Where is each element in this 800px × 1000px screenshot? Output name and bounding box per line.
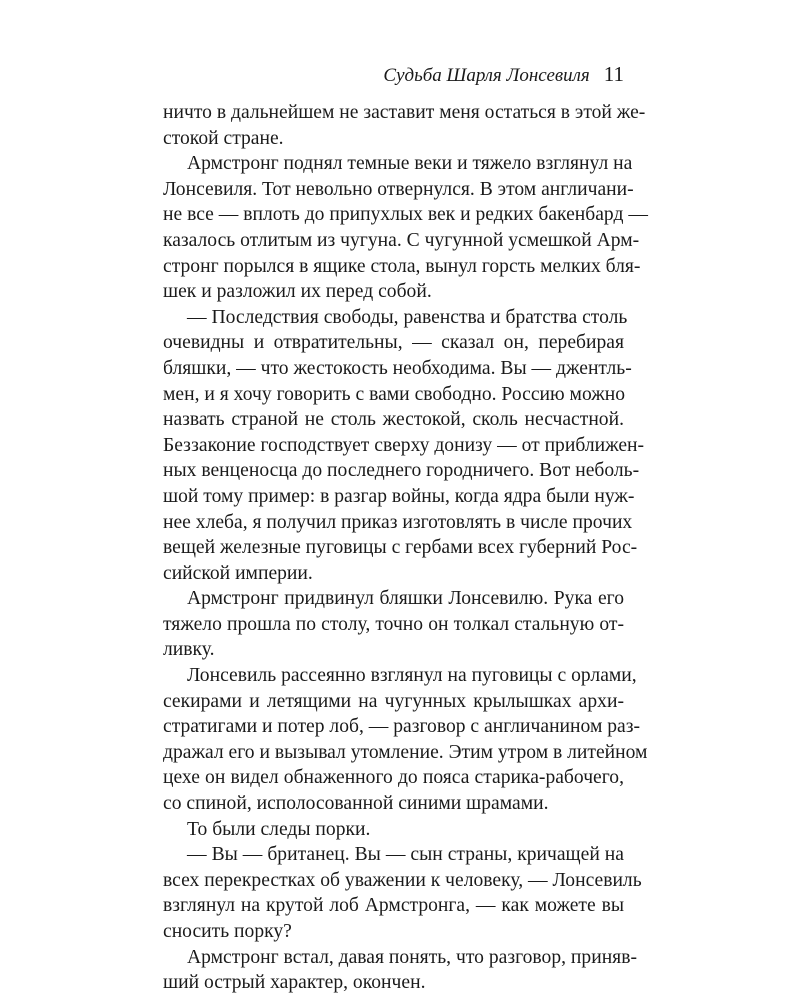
text-line: шой тому пример: в разгар войны, когда ядра были нуж- [163, 485, 635, 507]
text-line: — Вы — британец. Вы — сын страны, кричащей на [187, 844, 624, 866]
text-line: Армстронг придвинул бляшки Лонсевилю. Рука его [187, 588, 624, 610]
text-line: мен, и я хочу говорить с вами свободно. Россию можно [163, 383, 626, 405]
running-header [163, 62, 624, 88]
text-line: назвать страной не столь жестокой, сколь несчастной. [163, 409, 624, 431]
text-line: цехе он видел обнаженного до пояса старика-рабочего, [163, 767, 624, 789]
text-line: — Последствия свободы, равенства и братства столь [187, 306, 628, 328]
text-line: нее хлеба, я получил приказ изготовлять в числе прочих [163, 511, 633, 533]
text-line: со спиной, исполосованной синими шрамами. [163, 793, 549, 815]
text-line: дражал его и вызывал утомление. Этим утром в литейном [163, 741, 648, 763]
text-line: То были следы порки. [187, 818, 371, 840]
text-line: не все — вплоть до припухлых век и редких бакенбард — [163, 204, 648, 226]
text-line: вещей железные пуговицы с гербами всех губерний Рос- [163, 537, 638, 559]
text-line: взглянул на крутой лоб Армстронга, — как можете вы [163, 895, 624, 917]
running-title: Судьба Шарля Лонсевиля [383, 65, 590, 86]
page-number: 11 [603, 62, 624, 86]
text-line: ший острый характер, окончен. [163, 972, 426, 994]
text-line: ничто в дальнейшем не заставит меня остаться в этой же- [163, 102, 646, 123]
text-line: ных венценосца до последнего городничего. Вот неболь- [163, 460, 640, 482]
text-line: сносить порку? [163, 921, 292, 942]
text-line: Лонсевиля. Тот невольно отвернулся. В этом англичани- [163, 178, 634, 200]
text-line: Лонсевиль рассеянно взглянул на пуговицы с орлами, [187, 665, 637, 687]
text-line: всех перекрестках об уважении к человеку, — Лонсевиль [163, 869, 642, 891]
text-line: ливку. [163, 639, 215, 661]
text-line: Армстронг поднял темные веки и тяжело взглянул на [187, 153, 633, 175]
text-line: секирами и летящими на чугунных крылышках архи- [163, 690, 624, 712]
text-line: стронг порылся в ящике стола, вынул горсть мелких бля- [163, 255, 641, 277]
text-line: Беззаконие господствует сверху донизу — от приближен- [163, 434, 645, 456]
text-line: бляшки, — что жестокость необходима. Вы — джентль- [163, 357, 632, 379]
text-line: сийской империи. [163, 562, 313, 584]
text-line: Армстронг встал, давая понять, что разговор, приняв- [187, 946, 637, 968]
text-line: шек и разложил их перед собой. [163, 281, 432, 303]
text-line: казалось отлитым из чугуна. С чугунной усмешкой Арм- [163, 229, 640, 251]
text-line: стокой стране. [163, 127, 284, 149]
text-line: тяжело прошла по столу, точно он толкал стальную от- [163, 613, 624, 635]
body-text [163, 100, 648, 996]
text-line: очевидны и отвратительны, — сказал он, перебирая [163, 332, 624, 354]
text-line: стратигами и потер лоб, — разговор с англичанином раз- [163, 716, 641, 738]
